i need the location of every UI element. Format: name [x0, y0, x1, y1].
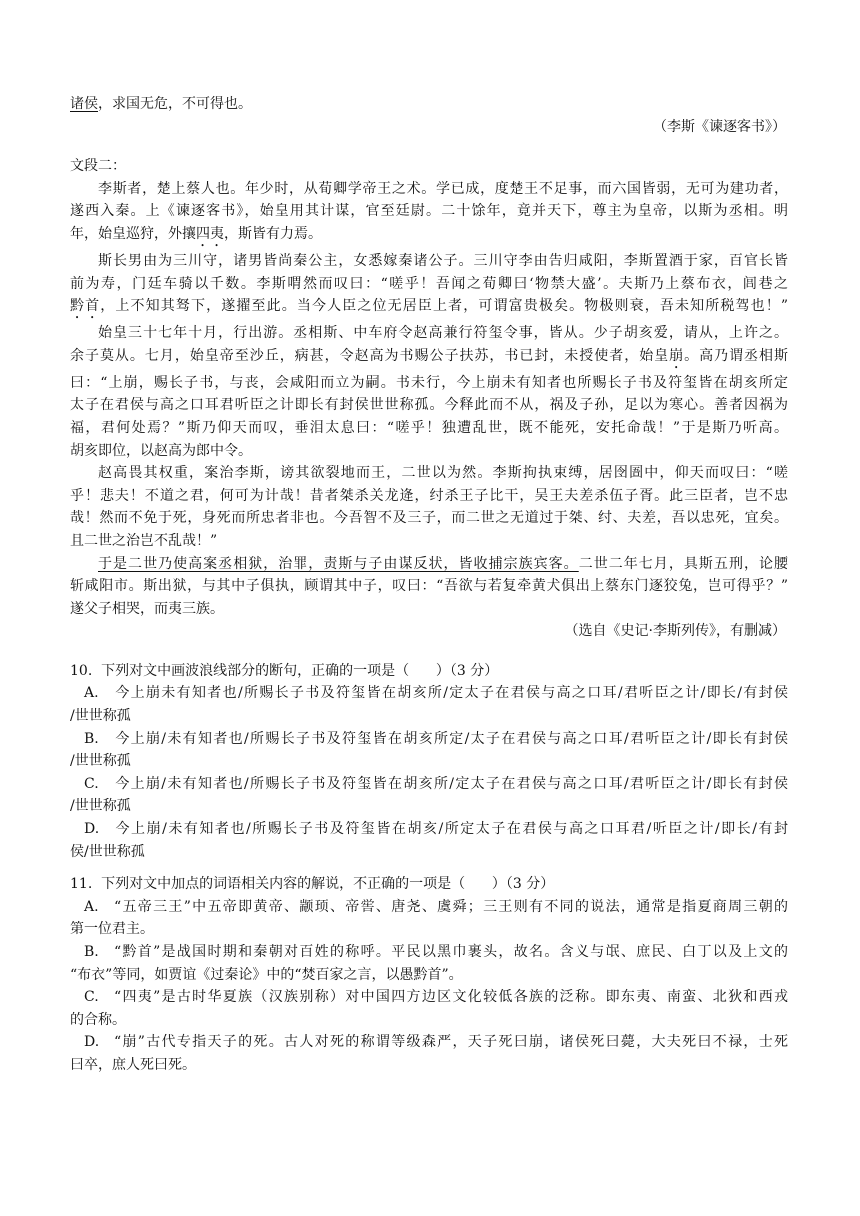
- q11-stem: 11. 下列对文中加点的词语相关内容的解说，不正确的一项是（ ）（3 分）: [70, 876, 555, 893]
- passage2-line: 年，始皇巡狩，外攘四夷，斯皆有力焉。: [70, 225, 322, 242]
- passage2-line: 哉！然而不免于死，身死而所忠者非也。今吾智不及三子，而二世之无道过于桀、纣、夫差，吾以忠死，宜矣。: [70, 510, 788, 527]
- q11-option-c-cont: 的合称。: [70, 1011, 126, 1028]
- passage2-line: 福，君何处焉？”斯乃仰天而叹，垂泪太息曰：“嗟乎！独遭乱世，既不能死，安托命哉！”于是斯乃听高。: [70, 419, 788, 436]
- passage2-line: 于是二世乃使高案丞相狱，治罪，责斯与子由谋反状，皆收捕宗族宾客。二世二年七月，具斯五刑，论腰: [98, 555, 788, 572]
- passage2-line: 始皇三十七年十月，行出游。丞相斯、中车府令赵高兼行符玺令事，皆从。少子胡亥爱，请从，上许之。: [98, 325, 788, 342]
- q10-option-c[interactable]: C. 今上崩/未有知者也/所赐长子书及符玺皆在胡亥所/定太子在君侯与高之口耳/君听臣之计/即长有封侯: [84, 775, 788, 792]
- q11-option-b[interactable]: B. “黔首”是战国时期和秦朝对百姓的称呼。平民以黑巾裹头，故名。含义与氓、庶民、白丁以及上文的: [84, 944, 788, 960]
- passage2-line: 曰：“上崩，赐长子书，与丧，会咸阳而立为嗣。书未行，今上崩未有知者也所赐长子书及符玺皆在胡亥所定: [70, 374, 788, 391]
- q10-stem: 10. 下列对文中画波浪线部分的断句，正确的一项是（ ）（3 分）: [70, 662, 499, 679]
- q11-option-b-cont: “布衣”等同，如贾谊《过秦论》中的“焚百家之言，以愚黔首”。: [70, 966, 463, 983]
- dotted-term: 黔首: [70, 298, 101, 315]
- passage2-line: 乎！悲夫！不道之君，何可为计哉！昔者桀杀关龙逄，纣杀王子比干，吴王夫差杀伍子胥。此三臣者，岂不忠: [70, 487, 788, 504]
- passage2-line: 余子莫从。七月，始皇帝至沙丘，病甚，令赵高为书赐公子扶苏，书已封，未授使者，始皇崩。高乃谓丞相斯: [70, 347, 788, 364]
- q11-option-c[interactable]: C. “四夷”是古时华夏族（汉族别称）对中国四方边区文化较低各族的泛称。即东夷、南蛮、北狄和西戎: [84, 989, 788, 1006]
- q11-option-d-cont: 曰卒，庶人死曰死。: [70, 1056, 196, 1073]
- q11-option-a[interactable]: A. “五帝三王”中五帝即黄帝、颛顼、帝喾、唐尧、虞舜；三王则有不同的说法，通常是指夏商周三朝的: [84, 898, 788, 915]
- passage2-line: 遂西入秦。上《谏逐客书》，始皇用其计谋，官至廷尉。二十馀年，竟并天下，尊主为皇帝，以斯为丞相。明: [70, 203, 788, 220]
- passage2-line: 斯长男由为三川守，诸男皆尚秦公主，女悉嫁秦诸公子。三川守李由告归咸阳，李斯置酒于家，百官长皆: [98, 252, 788, 269]
- q11-option-a-cont: 第一位君主。: [70, 921, 154, 938]
- underlined-word: 诸侯: [70, 96, 98, 112]
- q10-option-a[interactable]: A. 今上崩未有知者也/所赐长子书及符玺皆在胡亥所/定太子在君侯与高之口耳/君听臣之计/即长/有封侯: [84, 685, 788, 702]
- passage2-heading: 文段二：: [70, 158, 126, 175]
- q10-option-d-cont: 侯/世世称孤: [70, 843, 145, 860]
- passage2-line: 且二世之治岂不乱哉！”: [70, 532, 218, 549]
- q10-option-c-cont: /世世称孤: [70, 798, 131, 815]
- passage2-line: 赵高畏其权重，案治李斯，谤其欲裂地而王，二世以为然。李斯拘执束缚，居囹圄中，仰天而叹曰：“嗟: [98, 465, 788, 482]
- q10-option-b-cont: /世世称孤: [70, 753, 131, 770]
- passage2-line: 太子在君侯与高之口耳君听臣之计即长有封侯世世称孤。今释此而不从，祸及子孙，足以为寒心。善者因祸为: [70, 397, 788, 414]
- passage2-line: 黔首，上不知其驽下，遂擢至此。当今人臣之位无居臣上者，可谓富贵极矣。物极则衰，吾未知所税驾也！”: [70, 298, 788, 315]
- dotted-term: 崩: [669, 347, 685, 364]
- q10-option-a-cont: /世世称孤: [70, 708, 131, 725]
- dotted-term: 四夷: [196, 225, 224, 242]
- passage2-source: （选自《史记·李斯列传》，有删减）: [564, 623, 786, 640]
- q11-option-d[interactable]: D. “崩”古代专指天子的死。古人对死的称谓等级森严，天子死曰崩，诸侯死曰薨，大夫死曰不禄，士死: [84, 1034, 788, 1051]
- underlined-sentence: 于是二世乃使高案丞相狱，治罪，责斯与子由谋反状，皆收捕宗族宾客。: [98, 555, 579, 572]
- passage2-line: 李斯者，楚上蔡人也。年少时，从荀卿学帝王之术。学已成，度楚王不足事，而六国皆弱，无可为建功者，: [98, 180, 788, 197]
- passage2-line: 斩咸阳市。斯出狱，与其中子俱执，顾谓其中子，叹曰：“吾欲与若复牵黄犬俱出上蔡东门逐狡兔，岂可得乎？”: [70, 578, 788, 595]
- q10-option-b[interactable]: B. 今上崩/未有知者也/所赐长子书及符玺皆在胡亥所定/太子在君侯与高之口耳/君听臣之计/即长有封侯: [84, 730, 788, 747]
- passage2-line: 前为寿，门廷车骑以千数。李斯喟然而叹曰：“嗟乎！吾闻之荀卿曰‘物禁大盛’。夫斯乃上蔡布衣，闾巷之: [70, 275, 788, 292]
- passage1-tail: 诸侯，求国无危，不可得也。: [70, 96, 252, 112]
- passage1-source: （李斯《谏逐客书》）: [653, 118, 786, 135]
- q10-option-d[interactable]: D. 今上崩/未有知者也/所赐长子书及符玺皆在胡亥/所定太子在君侯与高之口耳君/听臣之计/即长/有封: [84, 821, 788, 838]
- passage2-line: 胡亥即位，以赵高为郎中令。: [70, 442, 252, 459]
- passage2-line: 遂父子相哭，而夷三族。: [70, 600, 224, 617]
